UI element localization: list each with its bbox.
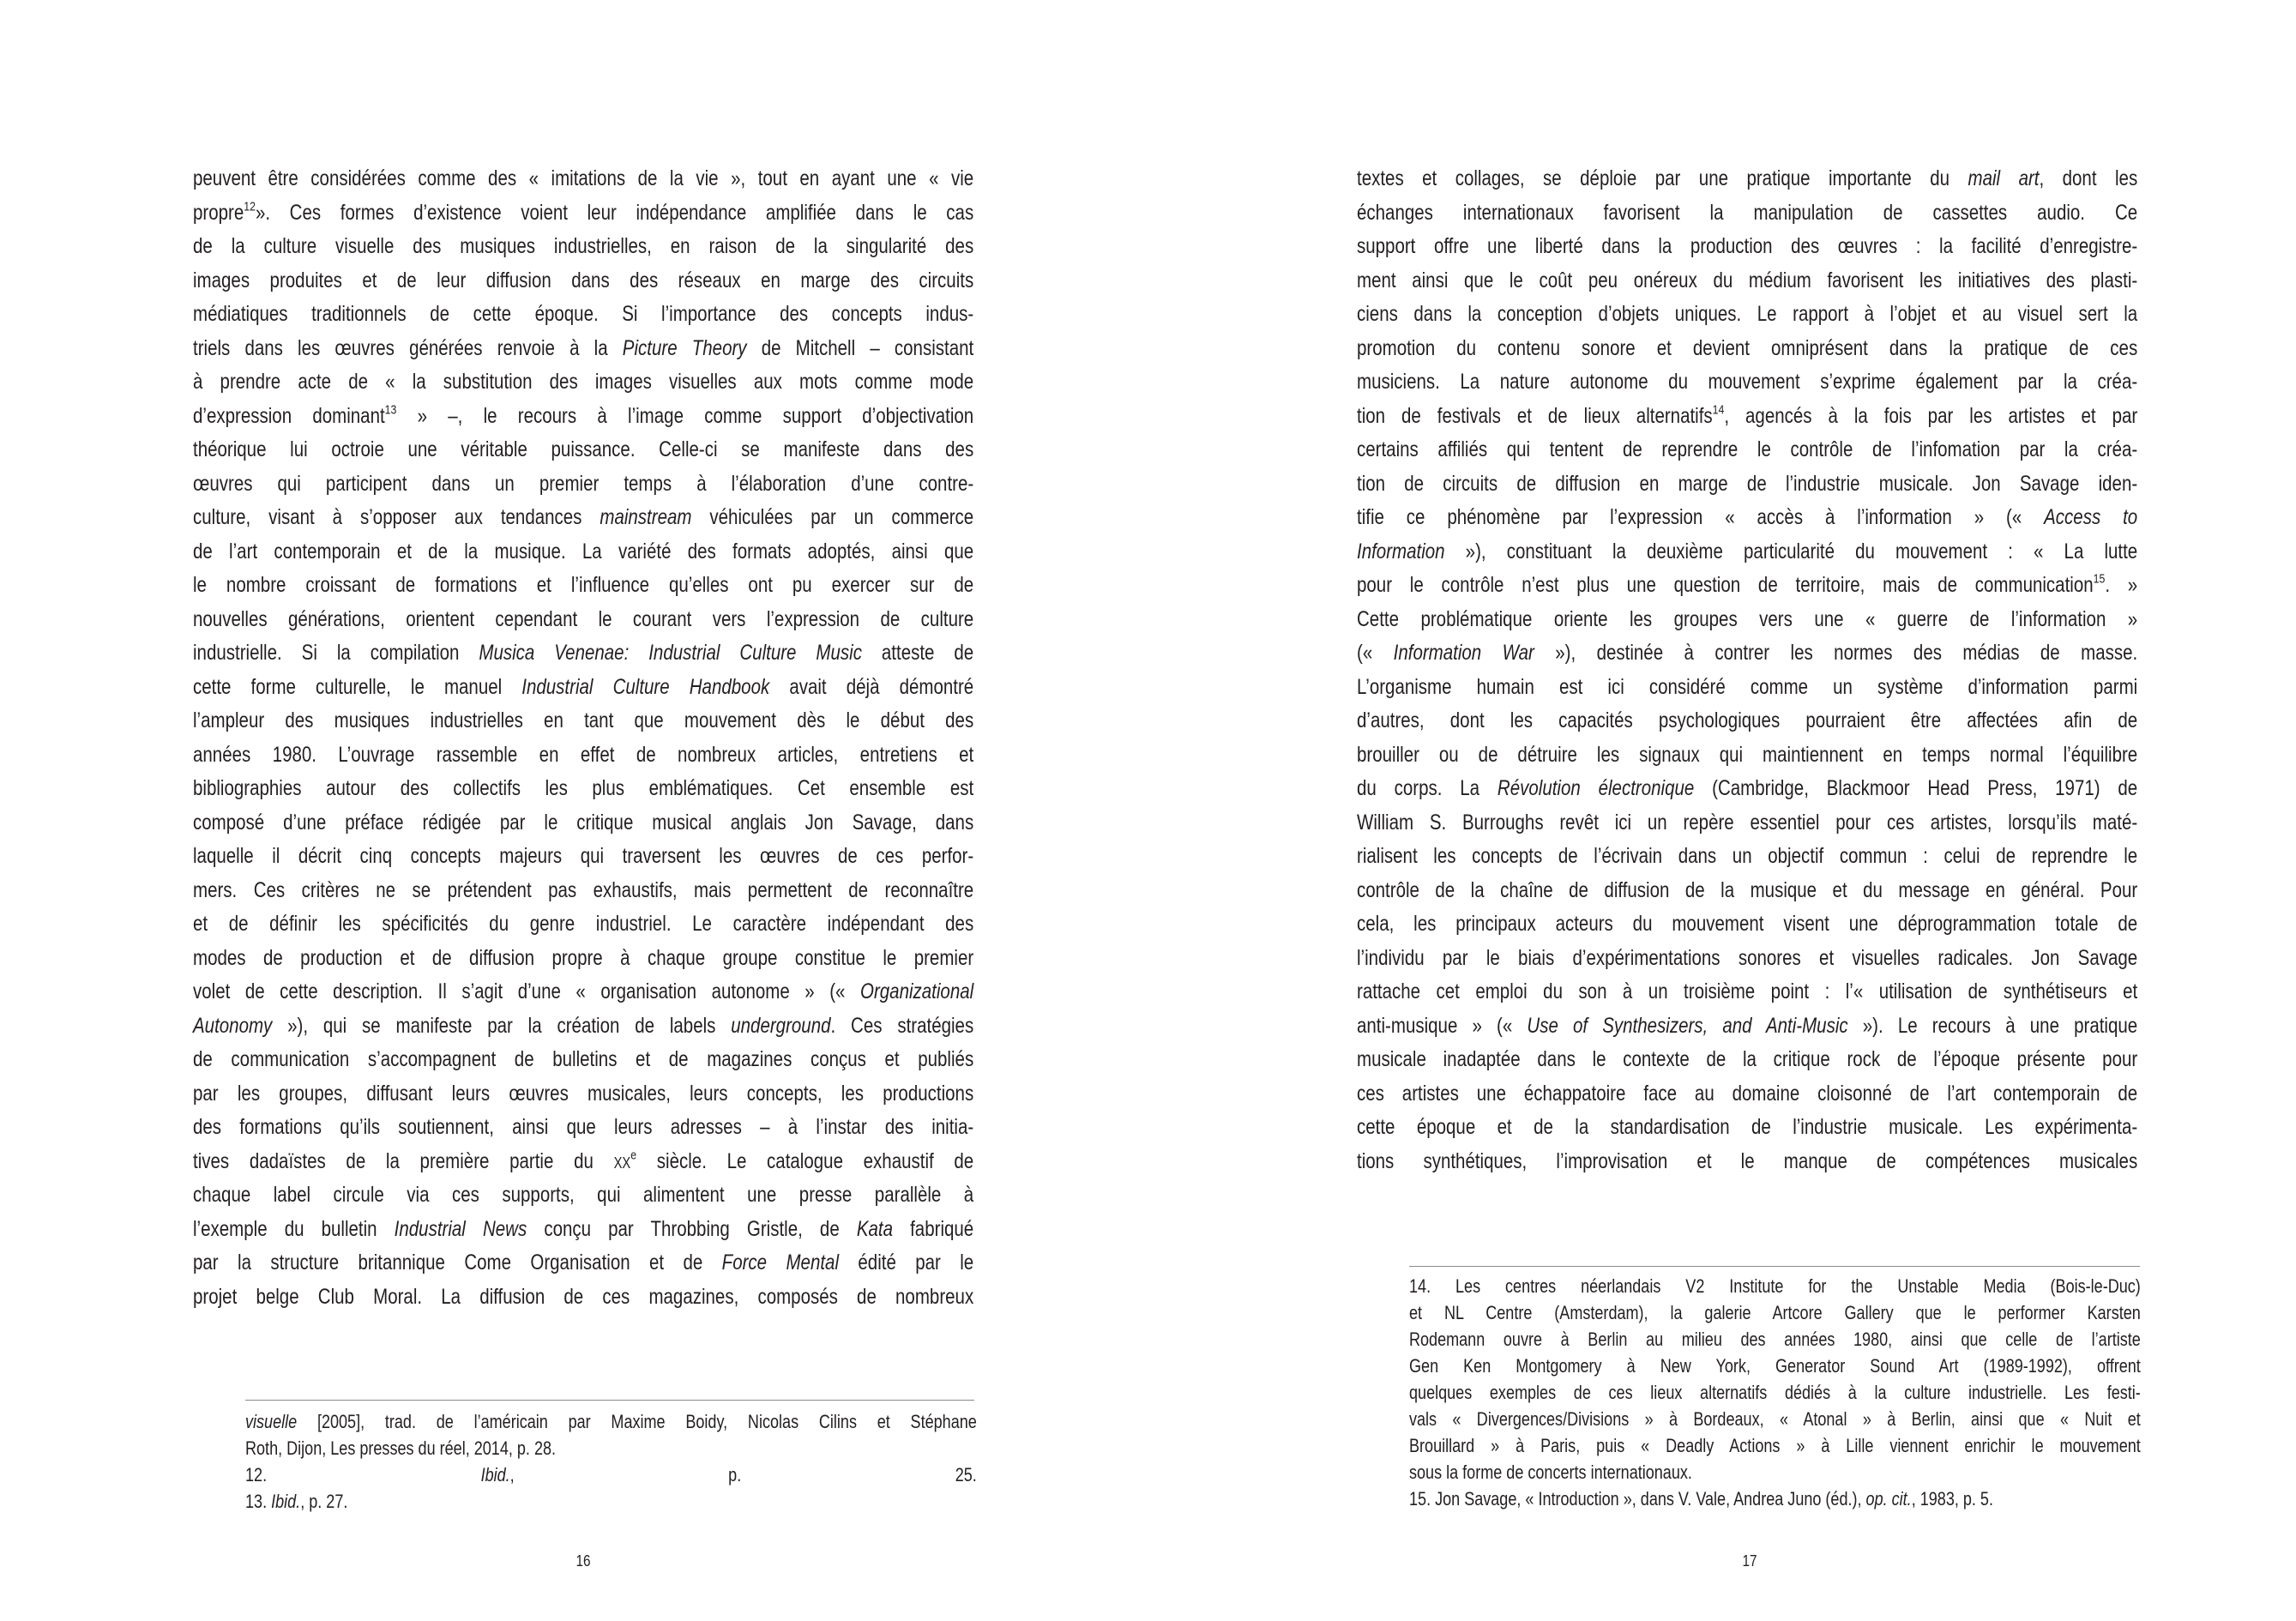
text-run: triels dans les œuvres générées renvoie à la bbox=[193, 335, 623, 360]
text-run: tives dadaïstes de la première partie du bbox=[193, 1148, 614, 1173]
text-line bbox=[1357, 806, 2137, 841]
text-run: atteste de bbox=[861, 641, 974, 665]
italic-text: Picture Theory bbox=[622, 335, 747, 360]
text-run: (« bbox=[1357, 641, 1394, 665]
text-run: peuvent être considérées comme des « imitations de la vie », tout en ayant une « vie bbox=[193, 166, 974, 190]
italic-text: Industrial News bbox=[394, 1216, 527, 1241]
italic-text: mail art bbox=[1968, 166, 2040, 190]
text-run: le nombre croissant de formations et l’influence qu’elles ont pu exercer sur de bbox=[193, 573, 974, 597]
text-run: bibliographies autour des collectifs les plus emblématiques. Cet ensemble est bbox=[193, 776, 974, 800]
text-run: » –, le recours à l’image comme support d’objectivation bbox=[396, 403, 974, 428]
text-line bbox=[193, 298, 973, 332]
text-run: mers. Ces critères ne se prétendent pas exhaustifs, mais permettent de reconnaître bbox=[193, 877, 974, 902]
text-run: composé d’une préface rédigée par le critique musical anglais Jon Savage, dans bbox=[193, 810, 974, 835]
text-run: ces artistes une échappatoire face au domaine cloisonné de l’art contemporain de bbox=[1357, 1081, 2138, 1106]
italic-text: mainstream bbox=[600, 505, 692, 529]
text-run: du corps. La bbox=[1357, 776, 1498, 800]
text-run: support offre une liberté dans la production des œuvres : la facilité d’enregistre- bbox=[1357, 234, 2138, 258]
text-run: chaque label circule via ces supports, qui alimentent une presse parallèle à bbox=[193, 1183, 974, 1207]
text-run: tion de circuits de diffusion en marge de l’industrie musicale. Jon Savage iden- bbox=[1357, 471, 2138, 496]
page-number-left: 16 bbox=[576, 1552, 591, 1570]
text-run: par les groupes, diffusant leurs œuvres musicales, leurs concepts, les productions bbox=[193, 1081, 974, 1106]
text-line bbox=[1357, 1145, 2137, 1179]
text-line bbox=[1409, 1273, 2141, 1299]
text-run: , 1983, p. 5. bbox=[1911, 1488, 1993, 1510]
text-line bbox=[245, 1488, 977, 1515]
text-line bbox=[1357, 230, 2137, 264]
italic-text: Information bbox=[1357, 539, 1445, 563]
text-run: , p. 27. bbox=[300, 1491, 348, 1512]
text-run: , dont les bbox=[2039, 166, 2138, 190]
text-run: échanges internationaux favorisent la manipulation de cassettes audio. Ce bbox=[1357, 200, 2138, 225]
text-run: œuvres qui participent dans un premier temps à l’élaboration d’une contre- bbox=[193, 471, 974, 496]
text-line bbox=[1357, 400, 2137, 434]
text-line bbox=[193, 1281, 973, 1315]
text-run: , p. 25. bbox=[509, 1464, 977, 1485]
text-line bbox=[1357, 874, 2137, 908]
text-line bbox=[1357, 1043, 2137, 1077]
text-line bbox=[1409, 1485, 2141, 1512]
text-run: ciens dans la conception d’objets uniques. Le rapport à l’objet et au visuel sert la bbox=[1357, 302, 2138, 326]
italic-text: Kata bbox=[856, 1216, 894, 1241]
text-run: et NL Centre (Amsterdam), la galerie Artcore Gallery que le performer Karsten bbox=[1409, 1302, 2141, 1323]
text-run: images produites et de leur diffusion dans des réseaux en marge des circuits bbox=[193, 268, 974, 292]
text-line bbox=[193, 196, 973, 231]
text-line bbox=[1357, 738, 2137, 773]
text-run: de Mitchell – consistant bbox=[746, 335, 974, 360]
text-run: musicale inadaptée dans le contexte de la critique rock de l’époque présente pour bbox=[1357, 1047, 2138, 1071]
text-line bbox=[1357, 671, 2137, 705]
text-run: 15. Jon Savage, « Introduction », dans V. Vale, Andrea Juno (éd.), bbox=[1409, 1488, 1866, 1510]
text-run: volet de cette description. Il s’agit d’une « organisation autonome » (« bbox=[193, 979, 861, 1003]
text-run: . Ces stratégies bbox=[830, 1013, 974, 1038]
text-run: L’organisme humain est ici considéré comme un système d’information parmi bbox=[1357, 674, 2138, 699]
italic-text: Ibid. bbox=[480, 1464, 510, 1485]
text-run: promotion du contenu sonore et devient omniprésent dans la pratique de ces bbox=[1357, 335, 2138, 360]
text-line bbox=[1357, 907, 2137, 942]
text-run: (Cambridge, Blackmoor Head Press, 1971) de bbox=[1694, 776, 2138, 800]
text-run: siècle. Le catalogue exhaustif de bbox=[636, 1148, 974, 1173]
text-line bbox=[1409, 1326, 2141, 1353]
text-run: 12. bbox=[245, 1464, 481, 1485]
italic-text: Use of Synthesizers, and Anti-Music bbox=[1527, 1013, 1848, 1038]
text-run: ment ainsi que le coût peu onéreux du médium favorisent les initiatives des plasti- bbox=[1357, 268, 2138, 292]
text-run: l’ampleur des musiques industrielles en tant que mouvement dès le début des bbox=[193, 708, 974, 732]
italic-text: Industrial Culture Handbook bbox=[521, 674, 770, 699]
text-line bbox=[193, 874, 973, 908]
text-line bbox=[193, 907, 973, 942]
text-line bbox=[193, 501, 973, 535]
text-line bbox=[193, 264, 973, 298]
text-line bbox=[193, 332, 973, 366]
footnote-separator bbox=[245, 1400, 974, 1401]
text-run: quelques exemples de ces lieux alternatifs dédiés à la culture industrielle. Les festi- bbox=[1409, 1382, 2141, 1403]
text-line bbox=[193, 1111, 973, 1145]
text-run: édité par le bbox=[839, 1250, 974, 1275]
italic-text: Autonomy bbox=[193, 1013, 273, 1038]
left-page-footnotes bbox=[245, 1408, 1137, 1515]
text-run: l’individu par le biais d’expérimentations sonores et visuelles radicales. Jon Savage bbox=[1357, 945, 2138, 970]
text-line bbox=[245, 1435, 977, 1461]
text-run: modes de production et de diffusion propre à chaque groupe constitue le premier bbox=[193, 945, 974, 970]
text-run: avait déjà démontré bbox=[769, 674, 974, 699]
text-line bbox=[1357, 1009, 2137, 1044]
text-run: industrielle. Si la compilation bbox=[193, 641, 479, 665]
text-line bbox=[193, 1077, 973, 1112]
text-run: Rodemann ouvre à Berlin au milieu des années 1980, ainsi que celle de l’artiste bbox=[1409, 1329, 2141, 1350]
right-page-footnotes bbox=[1409, 1273, 2296, 1512]
text-line bbox=[1357, 264, 2137, 298]
text-run: culture, visant à s’opposer aux tendances bbox=[193, 505, 600, 529]
text-run: brouiller ou de détruire les signaux qui maintiennent en temps normal l’équilibre bbox=[1357, 742, 2138, 767]
text-line bbox=[1357, 975, 2137, 1009]
text-run: nouvelles générations, orientent cependant le courant vers l’expression de culture bbox=[193, 606, 974, 631]
text-line bbox=[1357, 1077, 2137, 1112]
right-page-body-text bbox=[1357, 162, 2296, 1178]
text-line bbox=[193, 772, 973, 806]
footnote-separator bbox=[1409, 1266, 2140, 1267]
text-line bbox=[193, 1246, 973, 1281]
text-line bbox=[1409, 1406, 2141, 1432]
text-line bbox=[193, 1043, 973, 1077]
text-line bbox=[1409, 1379, 2141, 1406]
text-run: William S. Burroughs revêt ici un repère essentiel pour ces artistes, lorsqu’ils maté- bbox=[1357, 810, 2138, 835]
text-run: Roth, Dijon, Les presses du réel, 2014, p. 28. bbox=[245, 1437, 557, 1459]
footnote-ref: e bbox=[630, 1148, 637, 1162]
text-run: xx bbox=[613, 1148, 631, 1173]
text-line bbox=[193, 1178, 973, 1213]
text-run: »), qui se manifeste par la création de labels bbox=[272, 1013, 732, 1038]
text-line bbox=[1357, 501, 2137, 535]
text-line bbox=[1357, 603, 2137, 637]
text-run: pour le contrôle n’est plus une question de territoire, mais de communication bbox=[1357, 573, 2094, 597]
text-run: années 1980. L’ouvrage rassemble en effet de nombreux articles, entretiens et bbox=[193, 742, 974, 767]
text-run: Cette problématique oriente les groupes vers une « guerre de l’information » bbox=[1357, 606, 2138, 631]
left-page-body-text bbox=[193, 162, 1145, 1314]
text-line bbox=[1357, 772, 2137, 806]
text-line bbox=[1357, 535, 2137, 569]
text-run: tion de festivals et de lieux alternatifs bbox=[1357, 403, 1713, 428]
text-run: tions synthétiques, l’improvisation et le manque de compétences musicales bbox=[1357, 1148, 2138, 1173]
text-run: rattache cet emploi du son à un troisième point : l’« utilisation de synthétiseurs et bbox=[1357, 979, 2138, 1003]
text-line bbox=[1357, 298, 2137, 332]
text-run: »), destinée à contrer les normes des médias de masse. bbox=[1534, 641, 2138, 665]
text-run: musiciens. La nature autonome du mouvement s’exprime également par la créa- bbox=[1357, 370, 2138, 394]
text-line bbox=[1357, 196, 2137, 231]
text-run: . » bbox=[2105, 573, 2138, 597]
italic-text: Information War bbox=[1393, 641, 1534, 665]
text-run: ». Ces formes d’existence voient leur indépendance amplifiée dans le cas bbox=[255, 200, 974, 225]
text-run: »), constituant la deuxième particularité du mouvement : « La lutte bbox=[1444, 539, 2138, 563]
text-line bbox=[1357, 162, 2137, 196]
text-run: l’exemple du bulletin bbox=[193, 1216, 395, 1241]
text-run: d’expression dominant bbox=[193, 403, 385, 428]
text-line bbox=[193, 1009, 973, 1044]
text-run: de l’art contemporain et de la musique. La variété des formats adoptés, ainsi que bbox=[193, 539, 974, 563]
text-line bbox=[1357, 942, 2137, 976]
text-line bbox=[1357, 569, 2137, 603]
text-line bbox=[1357, 704, 2137, 738]
text-run: »). Le recours à une pratique bbox=[1847, 1013, 2138, 1038]
text-run: fabriqué bbox=[893, 1216, 974, 1241]
italic-text: Organizational bbox=[860, 979, 974, 1003]
text-line bbox=[193, 1145, 973, 1179]
footnote-ref: 14 bbox=[1712, 402, 1725, 417]
footnote-ref: 13 bbox=[384, 402, 397, 417]
text-line bbox=[1357, 332, 2137, 366]
text-run: médiatiques traditionnels de cette époque. Si l’importance des concepts indus- bbox=[193, 302, 974, 326]
text-run: tifie ce phénomène par l’expression « accès à l’information » (« bbox=[1357, 505, 2045, 529]
text-run: sous la forme de concerts internationaux. bbox=[1409, 1461, 1692, 1483]
text-line bbox=[1357, 467, 2137, 502]
footnote-ref: 12 bbox=[244, 199, 256, 214]
text-run: cette forme culturelle, le manuel bbox=[193, 674, 522, 699]
text-line bbox=[193, 467, 973, 502]
text-line bbox=[1409, 1459, 2141, 1485]
text-run: cette époque et de la standardisation de l’industrie musicale. Les expérimenta- bbox=[1357, 1115, 2138, 1139]
text-run: textes et collages, se déploie par une pratique importante du bbox=[1357, 166, 1968, 190]
text-run: cela, les principaux acteurs du mouvement visent une déprogrammation totale de bbox=[1357, 912, 2138, 936]
text-line bbox=[245, 1408, 977, 1435]
text-run: anti-musique » (« bbox=[1357, 1013, 1528, 1038]
text-run: Brouillard » à Paris, puis « Deadly Actions » à Lille viennent enrichir le mouvement bbox=[1409, 1435, 2141, 1456]
italic-text: underground bbox=[731, 1013, 831, 1038]
text-run: 13. bbox=[245, 1491, 272, 1512]
text-run: par la structure britannique Come Organisation et de bbox=[193, 1250, 722, 1275]
text-line bbox=[193, 806, 973, 841]
text-line bbox=[193, 535, 973, 569]
text-run: des formations qu’ils soutiennent, ainsi que leurs adresses – à l’instar des initia- bbox=[193, 1115, 974, 1139]
text-line bbox=[193, 671, 973, 705]
text-line bbox=[1357, 1111, 2137, 1145]
text-run: 14. Les centres néerlandais V2 Institute for the Unstable Media (Bois-le-Duc) bbox=[1409, 1275, 2141, 1297]
text-run: théorique lui octroie une véritable puissance. Celle-ci se manifeste dans des bbox=[193, 437, 974, 461]
text-line bbox=[193, 975, 973, 1009]
italic-text: visuelle bbox=[245, 1411, 298, 1432]
text-line bbox=[193, 365, 973, 400]
text-run: [2005], trad. de l’américain par Maxime Boidy, Nicolas Cilins et Stéphane bbox=[297, 1411, 977, 1432]
text-line bbox=[1357, 840, 2137, 874]
text-line bbox=[193, 1213, 973, 1247]
text-line bbox=[245, 1461, 977, 1488]
text-run: d’autres, dont les capacités psychologiques pourraient être affectées afin de bbox=[1357, 708, 2138, 732]
text-run: , agencés à la fois par les artistes et par bbox=[1724, 403, 2138, 428]
text-line bbox=[193, 569, 973, 603]
page-number-right: 17 bbox=[1742, 1552, 1757, 1570]
text-run: à prendre acte de « la substitution des images visuelles aux mots comme mode bbox=[193, 370, 974, 394]
text-line bbox=[193, 603, 973, 637]
text-line bbox=[193, 636, 973, 671]
text-run: de la culture visuelle des musiques industrielles, en raison de la singularité des bbox=[193, 234, 974, 258]
italic-text: Force Mental bbox=[721, 1250, 840, 1275]
text-run: de communication s’accompagnent de bulletins et de magazines conçus et publiés bbox=[193, 1047, 974, 1071]
text-line bbox=[1357, 636, 2137, 671]
text-run: et de définir les spécificités du genre industriel. Le caractère indépendant des bbox=[193, 912, 974, 936]
text-line bbox=[193, 162, 973, 196]
text-line bbox=[193, 738, 973, 773]
text-run: contrôle de la chaîne de diffusion de la musique et du message en général. Pour bbox=[1357, 877, 2138, 902]
text-line bbox=[193, 942, 973, 976]
text-line bbox=[193, 230, 973, 264]
italic-text: Ibid. bbox=[271, 1491, 301, 1512]
text-run: Gen Ken Montgomery à New York, Generator Sound Art (1989-1992), offrent bbox=[1409, 1355, 2141, 1377]
text-run: certains affiliés qui tentent de reprendre le contrôle de l’infomation par la créa- bbox=[1357, 437, 2138, 461]
text-line bbox=[1409, 1432, 2141, 1459]
text-run: rialisent les concepts de l’écrivain dans un objectif commun : celui de reprendre le bbox=[1357, 844, 2138, 868]
text-run: vals « Divergences/Divisions » à Bordeaux, « Atonal » à Berlin, ainsi que « Nuit et bbox=[1409, 1408, 2141, 1430]
italic-text: op. cit. bbox=[1865, 1488, 1912, 1510]
italic-text: Révolution électronique bbox=[1497, 776, 1695, 800]
footnote-ref: 15 bbox=[2093, 571, 2106, 587]
italic-text: Musica Venenae: Industrial Culture Music bbox=[479, 641, 862, 665]
text-run: laquelle il décrit cinq concepts majeurs qui traversent les œuvres de ces perfor- bbox=[193, 844, 974, 868]
text-run: propre bbox=[193, 200, 244, 225]
text-line bbox=[1357, 365, 2137, 400]
text-run: conçu par Throbbing Gristle, de bbox=[527, 1216, 857, 1241]
text-line bbox=[1409, 1299, 2141, 1326]
text-line bbox=[1357, 433, 2137, 467]
italic-text: Access to bbox=[2044, 505, 2138, 529]
text-line bbox=[193, 840, 973, 874]
text-line bbox=[193, 400, 973, 434]
text-run: projet belge Club Moral. La diffusion de ces magazines, composés de nombreux bbox=[193, 1284, 974, 1309]
text-line bbox=[193, 704, 973, 738]
text-line bbox=[1409, 1353, 2141, 1379]
text-run: véhiculées par un commerce bbox=[691, 505, 974, 529]
text-line bbox=[193, 433, 973, 467]
